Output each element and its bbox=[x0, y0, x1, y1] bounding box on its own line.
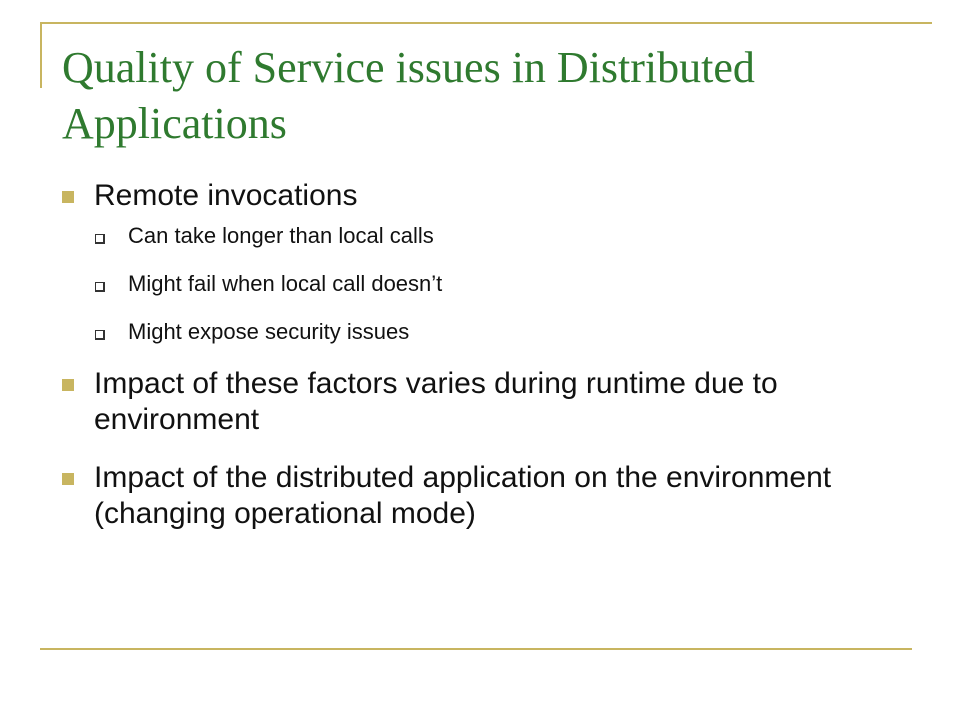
hollow-square-bullet-icon bbox=[95, 234, 105, 244]
square-bullet-icon bbox=[62, 191, 74, 203]
sub-bullet-text: Might fail when local call doesn’t bbox=[128, 271, 443, 296]
sub-bullet-text: Can take longer than local calls bbox=[128, 223, 434, 248]
hollow-square-bullet-icon bbox=[95, 330, 105, 340]
top-rule bbox=[40, 22, 932, 24]
sub-bullet-text: Might expose security issues bbox=[128, 319, 410, 344]
sub-bullet-item bbox=[94, 318, 920, 346]
bullet-item bbox=[60, 366, 920, 438]
bottom-rule bbox=[40, 648, 912, 650]
slide-title: Quality of Service issues in Distributed Applications bbox=[62, 43, 755, 148]
bullet-item bbox=[60, 460, 920, 532]
sub-bullet-item bbox=[94, 222, 920, 250]
sub-bullet-list bbox=[94, 222, 920, 346]
square-bullet-icon bbox=[62, 379, 74, 391]
bullet-text: Impact of these factors varies during runtime due to environment bbox=[94, 367, 778, 436]
hollow-square-bullet-icon bbox=[95, 282, 105, 292]
bullet-text: Impact of the distributed application on the environment (changing operational mode) bbox=[94, 461, 832, 530]
sub-bullet-item bbox=[94, 270, 920, 298]
square-bullet-icon bbox=[62, 473, 74, 485]
left-rule bbox=[40, 22, 42, 88]
bullet-item bbox=[60, 178, 920, 346]
bullet-list bbox=[60, 178, 920, 544]
bullet-text: Remote invocations bbox=[94, 179, 358, 212]
